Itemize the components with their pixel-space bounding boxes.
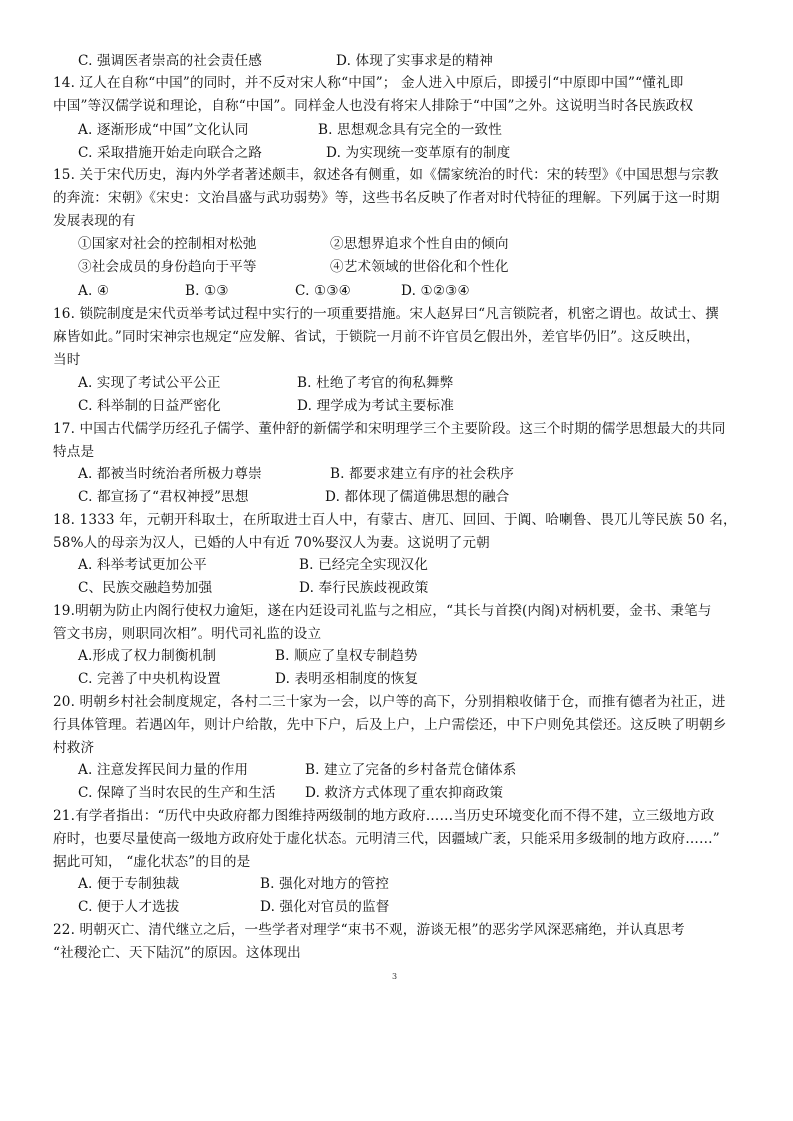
q14-stem-line-1: 14. 辽人在自称“中国”的同时，并不反对宋人称“中国”； 金人进入中原后，即援引“中原即中国”“懂礼即 [53,75,684,91]
q19-stem-line-1: 19.明朝为防止内阁行使权力逾矩，遂在内廷设司礼监与之相应，“其长与首揆(内阁)对柄机要，金书、秉笔与 [53,603,712,619]
q20-option-b: B. 建立了完备的乡村备荒仓储体系 [305,762,517,778]
q15-option-d: D. ①②③④ [401,283,470,299]
q14-stem-line-2: 中国”等汉儒学说和理论，自称“中国”。同样金人也没有将宋人排除于“中国”之外。这说明当时各民族政权 [53,98,694,114]
q18-stem-line-2: 58%人的母亲为汉人，已婚的人中有近 70%娶汉人为妻。这说明了元朝 [53,535,490,551]
q16-stem-line-3: 当时 [53,352,81,368]
q20-stem-line-3: 村救济 [53,740,95,756]
q20-stem-line-2: 行具体管理。若遇凶年，则计户给散，先中下户，后及上户，上户需偿还，中下户则免其偿还。这反映了明朝乡 [53,717,727,733]
q18-option-d: D. 奉行民族歧视政策 [299,580,429,596]
q19-option-c: C. 完善了中央机构设置 [78,671,221,687]
q17-option-a: A. 都被当时统治者所极力尊崇 [78,466,262,482]
q13-option-d: D. 体现了实事求是的精神 [336,53,493,69]
q21-stem-line-3: 据此可知， “虚化状态”的目的是 [53,854,251,870]
q18-option-a: A. 科举考试更加公平 [78,557,207,573]
q15-stem-line-1: 15. 关于宋代历史，海内外学者著述颇丰，叙述各有侧重，如《儒家统治的时代：宋的转型》《中国思想与宗教 [53,167,719,183]
q18-option-c: C、民族交融趋势加强 [78,580,213,596]
q21-option-d: D. 强化对官员的监督 [260,899,390,915]
q16-option-c: C. 科举制的日益严密化 [78,398,221,414]
q18-stem-line-1: 18. 1333 年，元朝开科取士，在所取进士百人中，有蒙古、唐兀、回回、于阗、哈喇鲁、畏兀儿等民族 50 名， [53,512,737,528]
q15-stem-line-2: 的奔流：宋朝》《宋史：文治昌盛与武功弱势》等，这些书名反映了作者对时代特征的理解。下列属于这一时期 [53,190,720,206]
q14-option-d: D. 为实现统一变革原有的制度 [326,145,511,161]
q17-stem-line-2: 特点是 [53,444,95,460]
q20-stem-line-1: 20. 明朝乡村社会制度规定，各村二三十家为一会，以户等的高下，分别捐粮收储于仓，而推有德者为社正，进 [53,694,726,710]
q16-option-b: B. 杜绝了考官的徇私舞弊 [297,375,454,391]
q17-option-d: D. 都体现了儒道佛思想的融合 [325,489,510,505]
q22-stem-line-2: “社稷沦亡、天下陆沉”的原因。这体现出 [53,945,301,961]
q15-item-1: ①国家对社会的控制相对松弛 [78,236,257,252]
q17-option-b: B. 都要求建立有序的社会秩序 [330,466,515,482]
q15-item-3: ③社会成员的身份趋向于平等 [78,259,257,275]
q19-option-d: D. 表明丞相制度的恢复 [275,671,419,687]
q16-stem-line-2: 麻皆如此。”同时宋神宗也规定“应发解、省试，于锁院一月前不许官员乞假出外，差官毕仍旧”。这反映出， [53,329,700,345]
q13-option-c: C. 强调医者崇高的社会责任感 [78,53,262,69]
q15-option-a: A. ④ [78,283,110,299]
q20-option-a: A. 注意发挥民间力量的作用 [78,762,249,778]
q21-option-a: A. 便于专制独裁 [78,876,180,892]
q14-option-a: A. 逐渐形成“中国”文化认同 [78,122,249,138]
q14-option-b: B. 思想观念具有完全的一致性 [318,122,503,138]
q16-option-a: A. 实现了考试公平公正 [78,375,221,391]
q21-stem-line-1: 21.有学者指出：“历代中央政府都力图维持两级制的地方政府……当历史环境变化而不得不建，立三级地方政 [53,808,715,824]
q16-option-d: D. 理学成为考试主要标准 [297,398,454,414]
q15-item-2: ②思想界追求个性自由的倾向 [330,236,509,252]
q17-stem-line-1: 17. 中国古代儒学历经孔子儒学、董仲舒的新儒学和宋明理学三个主要阶段。这三个时期的儒学思想最大的共同 [53,421,726,437]
q18-option-b: B. 已经完全实现汉化 [299,557,429,573]
q15-item-4: ④艺术领域的世俗化和个性化 [330,259,509,275]
q15-option-c: C. ①③④ [295,283,352,299]
q17-option-c: C. 都宣扬了“君权神授”思想 [78,489,249,505]
q20-option-d: D. 救济方式体现了重农抑商政策 [305,785,504,801]
q19-option-b: B. 顺应了皇权专制趋势 [275,648,418,664]
q21-option-c: C. 便于人才选拔 [78,899,180,915]
q21-stem-line-2: 府时，也要尽量使高一级地方政府处于虚化状态。元明清三代，因疆域广袤，只能采用多级制的地方政府……” [53,831,720,847]
q15-option-b: B. ①③ [185,283,229,299]
q20-option-c: C. 保障了当时农民的生产和生活 [78,785,276,801]
q22-stem-line-1: 22. 明朝灭亡、清代继立之后，一些学者对理学“束书不观，游谈无根”的恶劣学风深恶痛绝，并认真思考 [53,922,685,938]
q16-stem-line-1: 16. 锁院制度是宋代贡举考试过程中实行的一项重要措施。宋人赵昇曰“凡言锁院者，机密之谓也。故试士、撰 [53,306,719,322]
q15-stem-line-3: 发展表现的有 [53,213,136,229]
q21-option-b: B. 强化对地方的管控 [260,876,390,892]
page-number: 3 [392,972,398,981]
q19-option-a: A.形成了权力制衡机制 [78,648,217,664]
q14-option-c: C. 采取措施开始走向联合之路 [78,145,262,161]
q19-stem-line-2: 管文书房，则职同次相”。明代司礼监的设立 [53,626,322,642]
